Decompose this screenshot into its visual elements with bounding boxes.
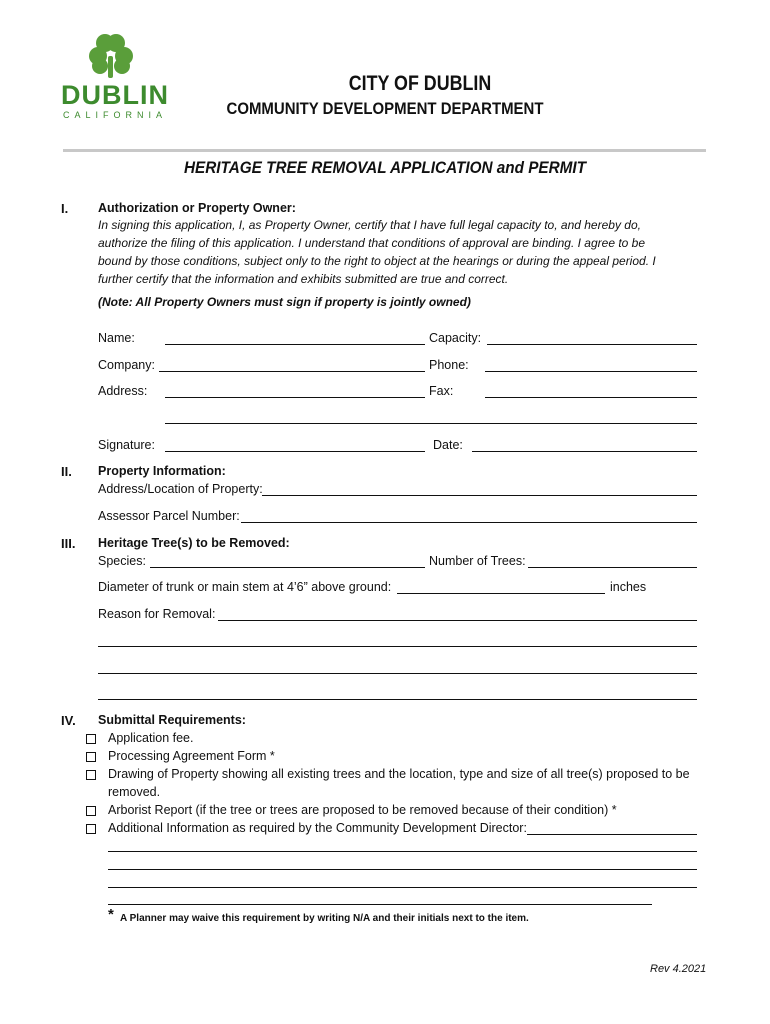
requirement-item: Processing Agreement Form * (108, 749, 275, 763)
requirement-item: Arborist Report (if the tree or trees are proposed to be removed because of their condition) * (108, 803, 617, 817)
fax-field[interactable] (485, 397, 697, 398)
signature-field[interactable] (165, 451, 425, 452)
drawing-of-property-checkbox[interactable] (86, 770, 96, 780)
phone-label: Phone: (429, 358, 469, 372)
apn-field[interactable] (241, 522, 697, 523)
diameter-label: Diameter of trunk or main stem at 4’6” above ground: (98, 580, 392, 594)
form-title: HERITAGE TREE REMOVAL APPLICATION and PERMIT (183, 158, 587, 177)
section-3-heading: Heritage Tree(s) to be Removed: (98, 536, 290, 550)
address-field-line-2[interactable] (165, 423, 697, 424)
processing-agreement-checkbox[interactable] (86, 752, 96, 762)
number-of-trees-field[interactable] (528, 567, 697, 568)
requirement-item-continued: removed. (108, 785, 161, 799)
reason-field-line-3[interactable] (98, 673, 697, 674)
footnote-text: A Planner may waive this requirement by writing N/A and their initials next to the item. (120, 913, 529, 924)
company-field[interactable] (159, 371, 425, 372)
reason-field-line-4[interactable] (98, 699, 697, 700)
additional-information-field[interactable] (527, 834, 697, 835)
section-1-body-line: further certify that the information and exhibits submitted are true and correct. (98, 272, 509, 286)
logo-name: DUBLIN (61, 80, 169, 110)
reason-field-line-2[interactable] (98, 646, 697, 647)
section-1-body-line: In signing this application, I, as Property Owner, certify that I have full legal capacity to, and hereby do, (98, 218, 641, 232)
section-1-heading: Authorization or Property Owner: (98, 201, 296, 215)
capacity-field[interactable] (487, 344, 697, 345)
additional-information-line-3[interactable] (108, 869, 697, 870)
inches-label: inches (610, 580, 647, 594)
section-4-heading: Submittal Requirements: (98, 713, 246, 727)
section-2-heading: Property Information: (98, 464, 226, 478)
reason-label: Reason for Removal: (98, 607, 216, 621)
arborist-report-checkbox[interactable] (86, 806, 96, 816)
footnote-divider (108, 904, 652, 905)
apn-label: Assessor Parcel Number: (98, 509, 240, 523)
header-divider (63, 149, 706, 152)
requirement-item: Application fee. (108, 731, 194, 745)
species-field[interactable] (150, 567, 425, 568)
logo-state: CALIFORNIA (63, 110, 168, 120)
section-3-numeral: III. (61, 536, 76, 551)
diameter-field[interactable] (397, 593, 605, 594)
shamrock-icon (58, 30, 168, 80)
signature-label: Signature: (98, 438, 155, 452)
requirement-item: Drawing of Property showing all existing trees and the location, type and size of all tree(s) proposed to be (108, 767, 690, 781)
city-logo (58, 30, 168, 122)
fax-label: Fax: (429, 384, 454, 398)
requirement-item: Additional Information as required by the Community Development Director: (108, 821, 527, 835)
species-label: Species: (98, 554, 146, 568)
city-title: CITY OF DUBLIN (348, 72, 492, 95)
section-1-note: (Note: All Property Owners must sign if property is jointly owned) (98, 295, 471, 309)
additional-information-line-2[interactable] (108, 851, 697, 852)
date-field[interactable] (472, 451, 697, 452)
section-1-body-line: authorize the filing of this application. I understand that conditions of approval are binding. I agree to be (98, 236, 646, 250)
revision-label: Rev 4.2021 (650, 963, 707, 975)
footnote-star: * (108, 906, 114, 923)
name-label: Name: (98, 331, 135, 345)
section-2-numeral: II. (61, 464, 72, 479)
property-address-label: Address/Location of Property: (98, 482, 263, 496)
name-field[interactable] (165, 344, 425, 345)
phone-field[interactable] (485, 371, 697, 372)
department-title: COMMUNITY DEVELOPMENT DEPARTMENT (226, 99, 544, 118)
additional-information-line-4[interactable] (108, 887, 697, 888)
property-address-field[interactable] (262, 495, 697, 496)
address-label: Address: (98, 384, 148, 398)
address-field[interactable] (165, 397, 425, 398)
application-fee-checkbox[interactable] (86, 734, 96, 744)
reason-field[interactable] (218, 620, 697, 621)
additional-information-checkbox[interactable] (86, 824, 96, 834)
section-4-numeral: IV. (61, 713, 76, 728)
section-1-numeral: I. (61, 201, 69, 216)
date-label: Date: (433, 438, 463, 452)
number-of-trees-label: Number of Trees: (429, 554, 526, 568)
company-label: Company: (98, 358, 155, 372)
section-1-body-line: bound by those conditions, subject only to the right to object at the hearings or during the appeal period. I (98, 254, 656, 268)
capacity-label: Capacity: (429, 331, 482, 345)
